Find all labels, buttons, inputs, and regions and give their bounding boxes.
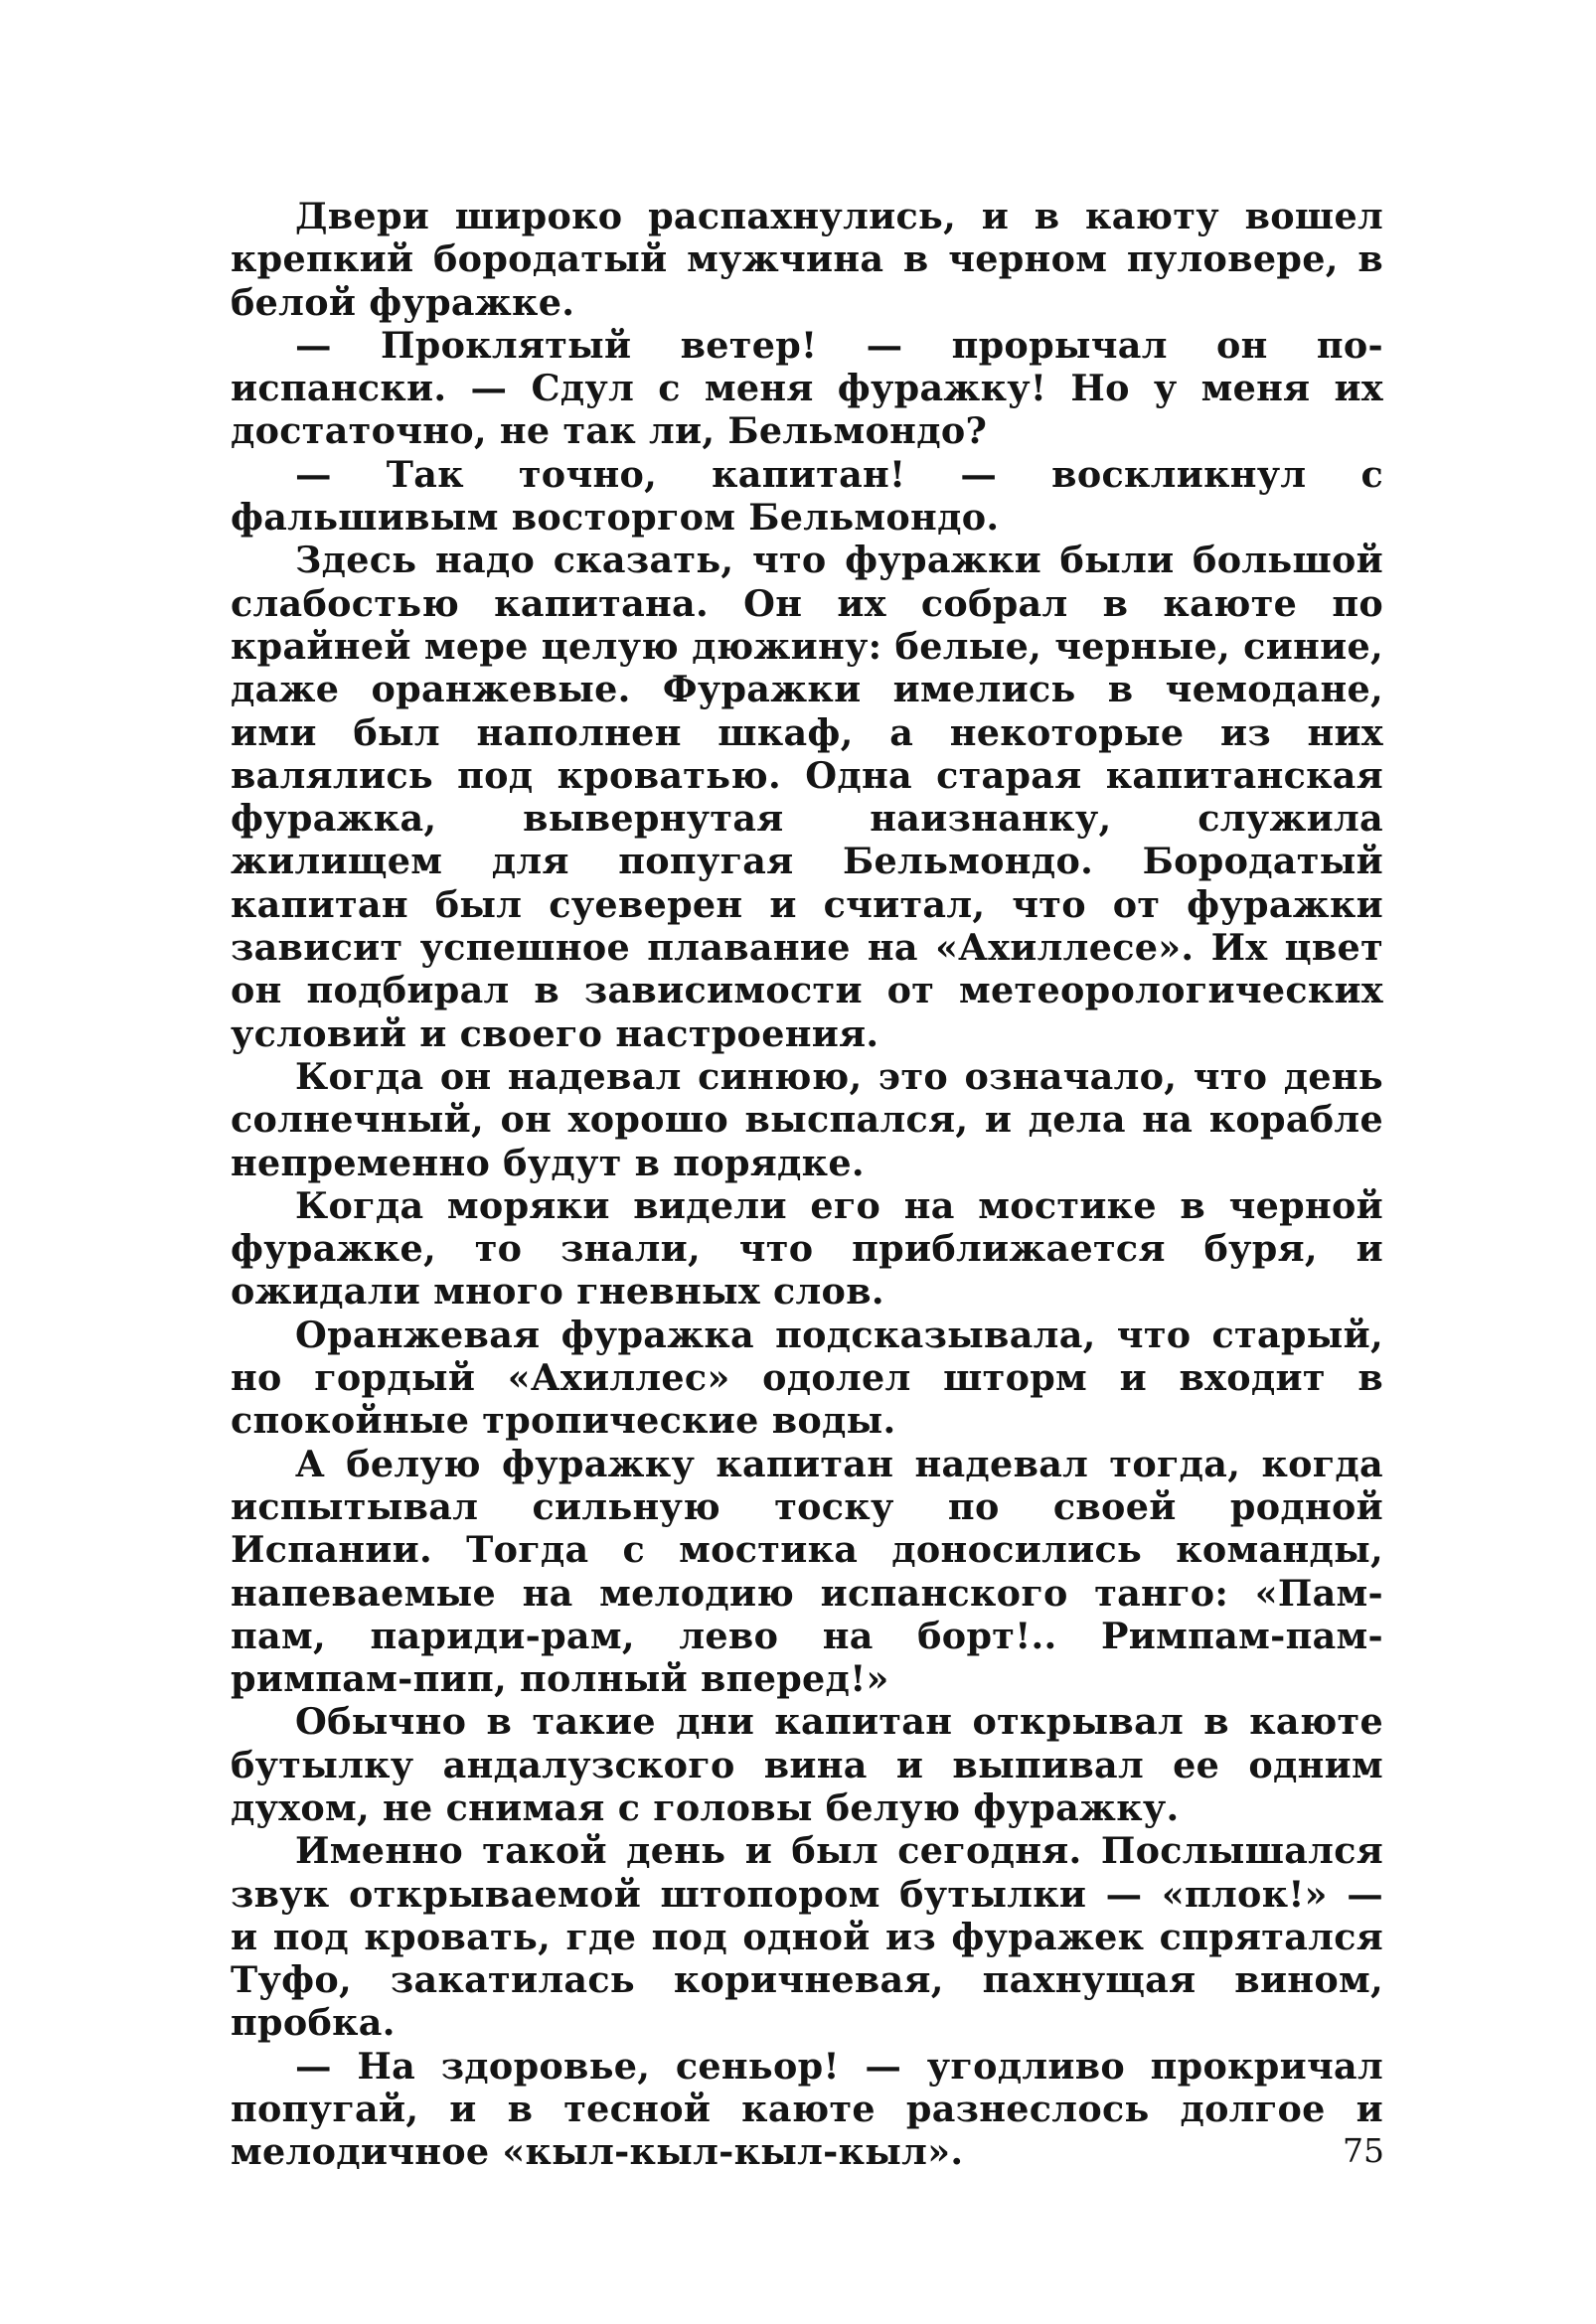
paragraph: Когда моряки видели его на мостике в черной фуражке, то знали, что приближается буря, и ожидали много гневных слов. — [231, 1183, 1383, 1314]
page-number: 75 — [1343, 2131, 1384, 2170]
page-text-body — [231, 195, 1383, 2174]
paragraph: Когда он надевал синюю, это означало, что день солнечный, он хорошо выспался, и дела на корабле непременно будут в порядке. — [231, 1054, 1383, 1184]
paragraph: Двери широко распахнулись, и в каюту вошел крепкий бородатый мужчина в черном пуловере, в белой фуражке. — [231, 195, 1383, 324]
paragraph: — Проклятый ветер! — прорычал он по-испански. — Сдул с меня фуражку! Но у меня их достаточно, не так ли, Бельмондо? — [231, 323, 1383, 453]
paragraph: А белую фуражку капитан надевал тогда, когда испытывал сильную тоску по своей родной Испании. Тогда с мостика доносились команды, напеваемые на мелодию испанского танго: «Пам-пам, париди-рам, лево на борт!.. Римпам-пам-римпам-пип, полный вперед!» — [231, 1442, 1383, 1701]
paragraph: Именно такой день и был сегодня. Послышался звук открываемой штопором бутылки — «плок!» — и под кровать, где под одной из фуражек спрятался Туфо, закатилась коричневая, пахнущая вином, пробка. — [231, 1829, 1383, 2045]
paragraph: Обычно в такие дни капитан открывал в каюте бутылку андалузского вина и выпивал ее одним духом, не снимая с головы белую фуражку. — [231, 1700, 1383, 1829]
paragraph: Здесь надо сказать, что фуражки были большой слабостью капитана. Он их собрал в каюте по крайней мере целую дюжину: белые, черные, синие, даже оранжевые. Фуражки имелись в чемодане, ими был наполнен шкаф, а некоторые из них валялись под кроватью. Одна старая капитанская фуражка, вывернутая наизнанку, служила жилищем для попугая Бельмондо. Бородатый капитан был суеверен и считал, что от фуражки зависит успешное плавание на «Ахиллесе». Их цвет он подбирал в зависимости от метеорологических условий и своего настроения. — [231, 539, 1383, 1055]
paragraph: — На здоровье, сеньор! — угодливо прокричал попугай, и в тесной каюте разнеслось долгое и мелодичное «кыл-кыл-кыл-кыл». — [231, 2044, 1383, 2174]
paragraph: — Так точно, капитан! — воскликнул с фальшивым восторгом Бельмондо. — [231, 452, 1383, 540]
paragraph: Оранжевая фуражка подсказывала, что старый, но гордый «Ахиллес» одолел шторм и входит в спокойные тропические воды. — [231, 1313, 1383, 1443]
